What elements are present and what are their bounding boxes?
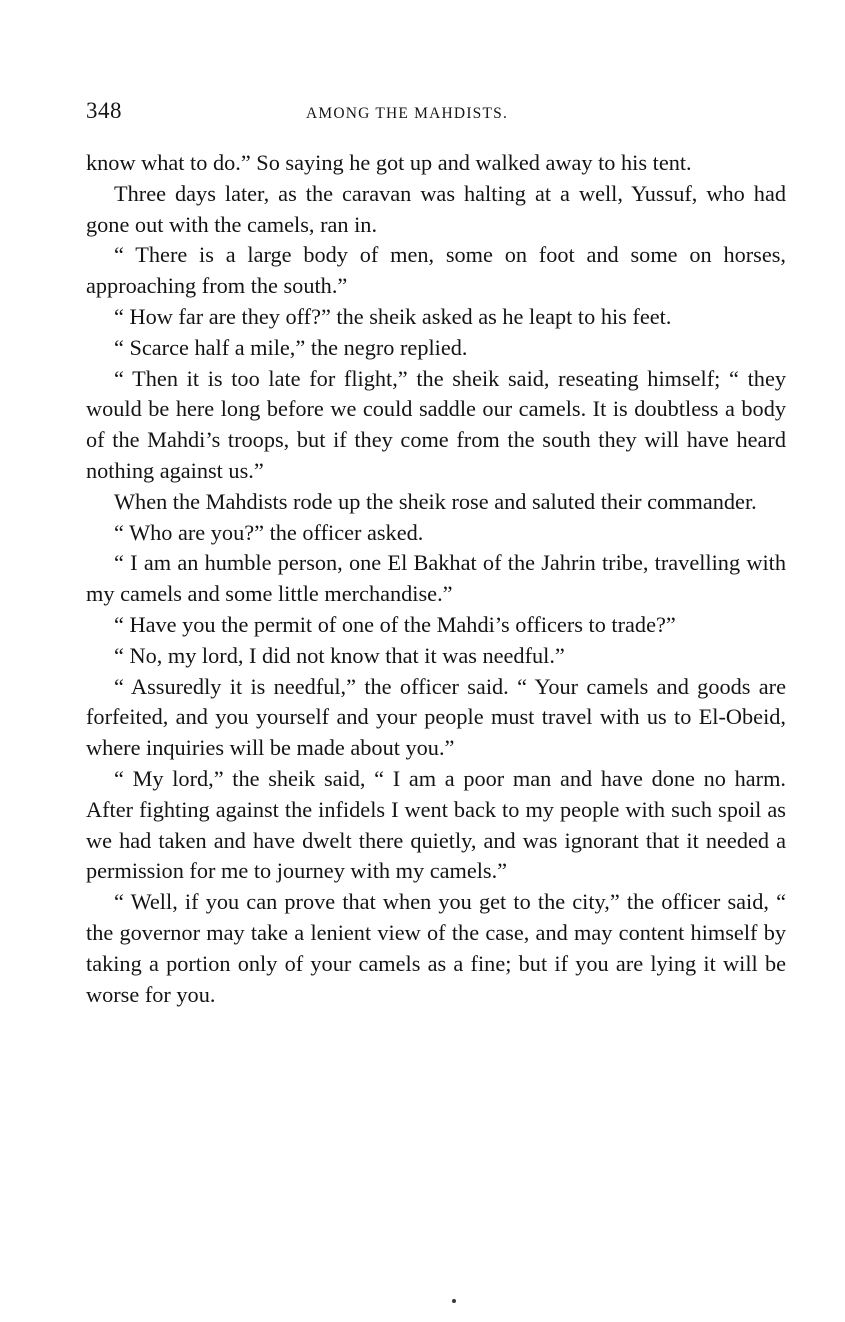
paragraph: “ No, my lord, I did not know that it was needful.” [114, 642, 565, 668]
paragraph: “ Then it is too late for flight,” the sheik said, reseating himself; “ they would be here long before we could saddle our camels. It is doubtless a body of the Mahdi’s troops, but if they come from the south they will have heard nothing against us.” [86, 365, 786, 483]
paragraph: “ Who are you?” the officer asked. [114, 519, 424, 545]
paragraph: “ Well, if you can prove that when you get to the city,” the officer said, “ the governor may take a lenient view of the case, and may content himself by taking a portion only of your camels as a fine; but if you are lying it will be worse for you. [86, 889, 786, 1007]
paragraph: “ Scarce half a mile,” the negro replied. [114, 334, 468, 360]
running-title: AMONG THE MAHDISTS. [306, 105, 509, 122]
paragraph: When the Mahdists rode up the sheik rose and saluted their commander. [114, 488, 757, 514]
page-number: 348 [86, 98, 122, 123]
paragraph: “ There is a large body of men, some on foot and some on horses, approaching from the south.” [86, 242, 786, 299]
paragraph: “ Have you the permit of one of the Mahdi’s officers to trade?” [114, 611, 676, 637]
body-text [86, 148, 786, 1010]
paragraph: know what to do.” So saying he got up and walked away to his tent. [86, 150, 692, 175]
paragraph: Three days later, as the caravan was halting at a well, Yussuf, who had gone out with the camels, ran in. [86, 180, 786, 237]
paragraph: “ My lord,” the sheik said, “ I am a poor man and have done no harm. After fighting against the infidels I went back to my people with such spoil as we had taken and have dwelt there quietly, and was ignorant that it needed a permission for me to journey with my camels.” [86, 765, 786, 884]
paragraph: “ I am an humble person, one El Bakhat of the Jahrin tribe, travelling with my camels and some little merchandise.” [86, 550, 786, 607]
print-speck [452, 1299, 456, 1303]
paragraph: “ How far are they off?” the sheik asked as he leapt to his feet. [114, 303, 672, 329]
paragraph: “ Assuredly it is needful,” the officer said. “ Your camels and goods are forfeited, and you yourself and your people must travel with us to El-Obeid, where inquiries will be made about you.” [86, 673, 786, 761]
